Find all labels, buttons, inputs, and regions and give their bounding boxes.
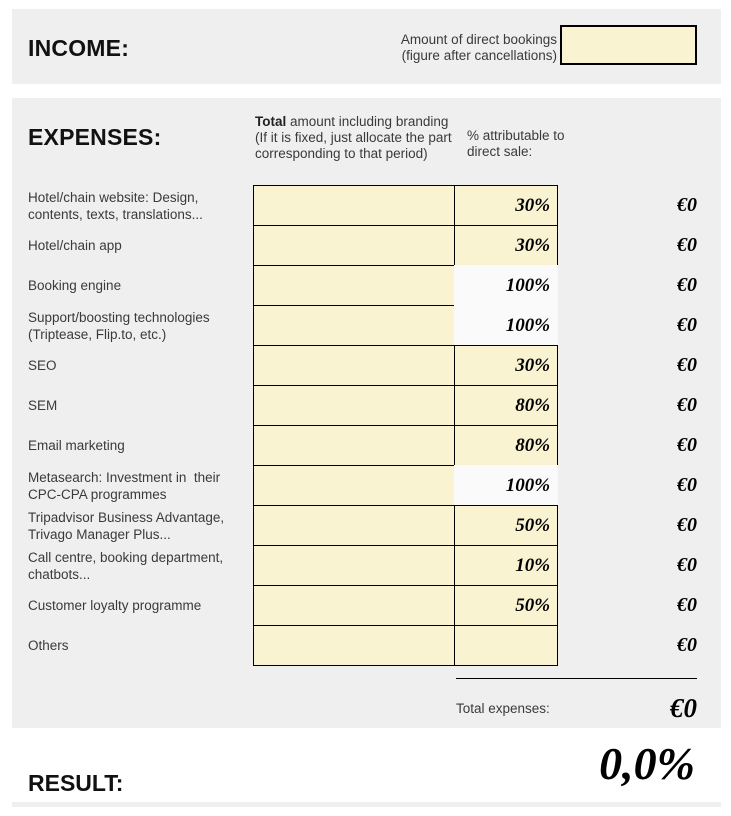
row-euro-value: €0 [677,194,697,216]
expenses-panel [12,98,721,728]
total-expenses-block [456,678,697,724]
income-panel [12,9,721,84]
direct-bookings-label-line2: (figure after cancellations) [401,48,557,63]
pct-input-cell[interactable]: 30% [454,225,558,266]
pct-input-cell[interactable]: 30% [454,345,558,386]
amount-input-cell[interactable] [253,385,454,426]
result-value: 0,0% [599,738,695,789]
pct-fixed-value: 100% [454,265,558,306]
pct-fixed-value: 100% [454,305,558,346]
table-row [28,225,697,266]
amount-input-cell[interactable] [253,545,454,586]
row-euro-value: €0 [677,394,697,416]
row-euro-value: €0 [677,474,697,496]
expense-label: SEM [28,398,58,413]
expense-label: Support/boosting technologies (Triptease, Flip.to, etc.) [28,309,214,342]
amount-header-rest: amount including branding (If it is fixed, just allocate the part corresponding to that period) [255,114,452,161]
row-euro-value: €0 [677,234,697,256]
amount-input-cell[interactable] [253,225,454,266]
pct-input-cell[interactable]: 50% [454,585,558,626]
pct-input-cell[interactable]: 80% [454,385,558,426]
row-euro-value: €0 [677,354,697,376]
expense-label: Others [28,638,69,653]
expense-label: Tripadvisor Business Advantage, Trivago Manager Plus... [28,509,228,542]
result-section [0,728,731,802]
row-euro-value: €0 [677,554,697,576]
amount-input-cell[interactable] [253,265,454,306]
expense-label: Email marketing [28,438,125,453]
expense-label: Hotel/chain app [28,238,122,253]
pct-fixed-value: 100% [454,465,558,506]
row-euro-value: €0 [677,434,697,456]
table-row [28,385,697,426]
result-title: RESULT: [28,770,124,796]
expense-label: Hotel/chain website: Design, contents, texts, translations... [28,189,203,222]
row-euro-value: €0 [677,634,697,656]
amount-input-cell[interactable] [253,585,454,626]
table-row [28,545,697,586]
row-euro-value: €0 [677,514,697,536]
table-row [28,265,697,306]
table-row [28,345,697,386]
amount-input-cell[interactable] [253,465,454,506]
row-euro-value: €0 [677,594,697,616]
pct-input-cell[interactable]: 10% [454,545,558,586]
expenses-title: EXPENSES: [28,124,162,150]
expense-label: Booking engine [28,278,122,293]
pct-input-cell[interactable]: 80% [454,425,558,466]
pct-input-cell[interactable]: 30% [454,185,558,226]
table-row [28,185,697,226]
amount-input-cell[interactable] [253,505,454,546]
amount-input-cell[interactable] [253,305,454,346]
next-panel-edge [12,802,721,807]
pct-column-header: % attributable to direct sale: [467,128,565,159]
amount-column-header [255,114,455,162]
table-row [28,585,697,626]
pct-input-cell[interactable]: 50% [454,505,558,546]
amount-input-cell[interactable] [253,425,454,466]
income-title: INCOME: [28,35,130,61]
expense-label: Metasearch: Investment in their CPC-CPA programmes [28,469,224,502]
row-euro-value: €0 [677,274,697,296]
total-expenses-value: €0 [670,693,697,723]
row-euro-value: €0 [677,314,697,336]
pct-input-cell[interactable] [454,625,558,666]
direct-bookings-input-cell[interactable] [560,25,697,65]
amount-input-cell[interactable] [253,345,454,386]
amount-input-cell[interactable] [253,625,454,666]
expense-label: Customer loyalty programme [28,598,202,613]
amount-input-cell[interactable] [253,185,454,226]
table-row [28,425,697,466]
expense-label: SEO [28,358,57,373]
direct-bookings-label [401,32,557,64]
expenses-table [28,185,697,666]
total-expenses-label: Total expenses: [456,701,550,716]
table-row [28,505,697,546]
direct-bookings-label-line1: Amount of direct bookings [400,32,557,47]
table-row [28,465,697,506]
table-row [28,305,697,346]
table-row [28,625,697,666]
amount-header-bold-word: Total [255,114,287,129]
expense-label: Call centre, booking department, chatbots... [28,549,227,582]
